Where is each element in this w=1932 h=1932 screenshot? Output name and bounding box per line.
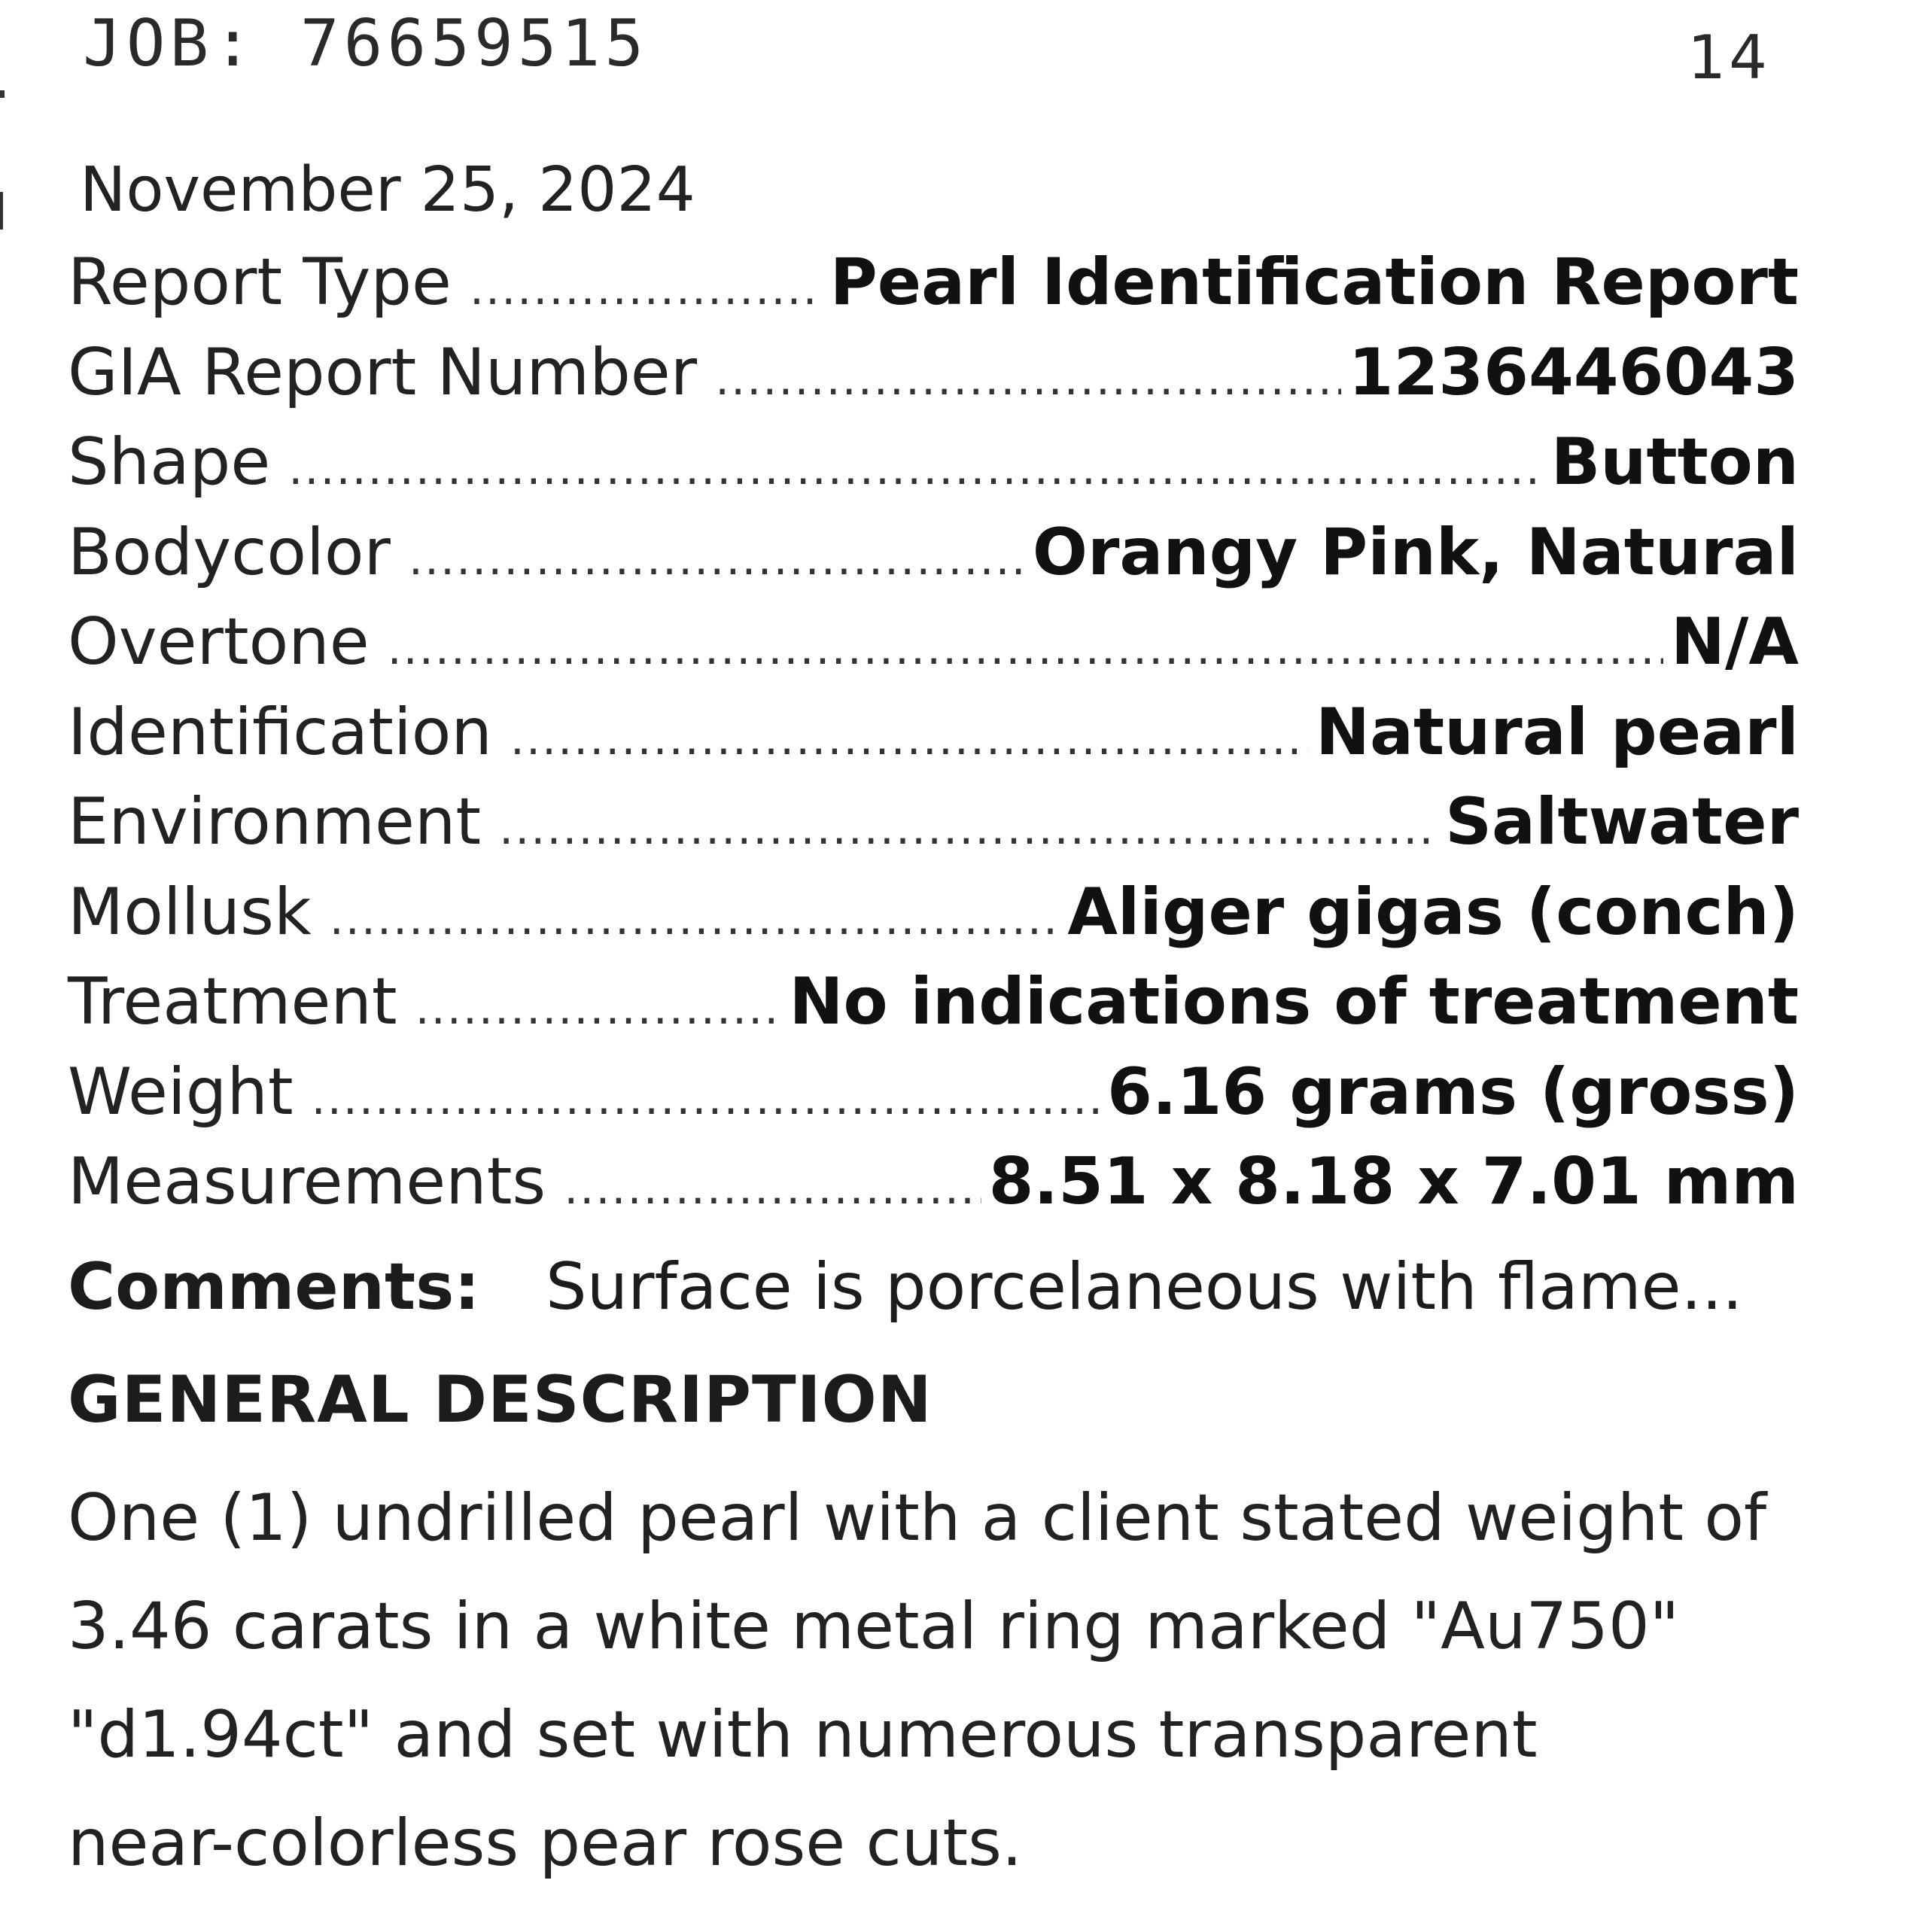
- edge-mark: [0, 192, 3, 230]
- general-description-body: [68, 1464, 1836, 1897]
- comments: [68, 1249, 1743, 1325]
- field-label: Bodycolor: [68, 514, 391, 590]
- dot-leader: [312, 1072, 1100, 1125]
- dot-leader: [499, 802, 1438, 855]
- dot-leader: [288, 443, 1543, 495]
- field-report-number: [68, 335, 1799, 425]
- field-value: N/A: [1671, 604, 1799, 680]
- dot-leader: [330, 893, 1060, 945]
- field-value: 6.16 grams (gross): [1107, 1054, 1799, 1130]
- field-label: Report Type: [68, 245, 452, 320]
- dot-leader: [415, 982, 782, 1035]
- edge-mark: [0, 90, 5, 98]
- field-value: Natural pearl: [1315, 694, 1799, 770]
- field-label: Identification: [68, 694, 492, 770]
- field-shape: [68, 424, 1799, 515]
- report-fields: [68, 245, 1799, 1234]
- report-date: November 25, 2024: [80, 154, 695, 226]
- field-label: Measurements: [68, 1144, 546, 1219]
- field-report-type: [68, 245, 1799, 335]
- field-value: 8.51 x 8.18 x 7.01 mm: [988, 1144, 1799, 1219]
- field-label: GIA Report Number: [68, 334, 698, 410]
- field-bodycolor: [68, 515, 1799, 605]
- field-mollusk: [68, 875, 1799, 965]
- description-line: near-colorless pear rose cuts.: [68, 1806, 1023, 1881]
- dot-leader: [470, 263, 823, 315]
- description-line: One (1) undrilled pearl with a client stated weight of: [68, 1480, 1767, 1556]
- field-treatment: [68, 964, 1799, 1054]
- comments-text: Surface is porcelaneous with flame...: [546, 1249, 1743, 1325]
- field-value: No indications of treatment: [789, 964, 1799, 1039]
- field-value: Aliger gigas (conch): [1067, 874, 1799, 950]
- field-value: Pearl Identification Report: [829, 245, 1799, 320]
- dot-leader: [388, 622, 1663, 675]
- field-overtone: [68, 604, 1799, 695]
- field-label: Mollusk: [68, 874, 312, 950]
- page-number: 14: [1687, 23, 1770, 93]
- field-label: Weight: [68, 1054, 294, 1130]
- job-number: JOB: 76659515: [83, 6, 649, 81]
- general-description-heading: GENERAL DESCRIPTION: [68, 1362, 933, 1438]
- field-label: Environment: [68, 784, 482, 860]
- comments-label: Comments:: [68, 1249, 480, 1325]
- description-line: "d1.94ct" and set with numerous transparent: [68, 1697, 1538, 1772]
- field-label: Shape: [68, 424, 271, 500]
- dot-leader: [510, 713, 1308, 765]
- field-environment: [68, 784, 1799, 875]
- field-measurements: [68, 1144, 1799, 1234]
- description-line: 3.46 carats in a white metal ring marked "Au750": [68, 1589, 1680, 1664]
- field-value: Orangy Pink, Natural: [1032, 514, 1799, 590]
- dot-leader: [715, 353, 1341, 406]
- field-value: Saltwater: [1445, 784, 1799, 860]
- field-label: Overtone: [68, 604, 370, 680]
- dot-leader: [409, 533, 1025, 586]
- field-label: Treatment: [68, 964, 397, 1039]
- field-value: 1236446043: [1348, 334, 1799, 410]
- field-value: Button: [1550, 424, 1799, 500]
- dot-leader: [564, 1162, 981, 1215]
- field-weight: [68, 1054, 1799, 1145]
- field-identification: [68, 695, 1799, 785]
